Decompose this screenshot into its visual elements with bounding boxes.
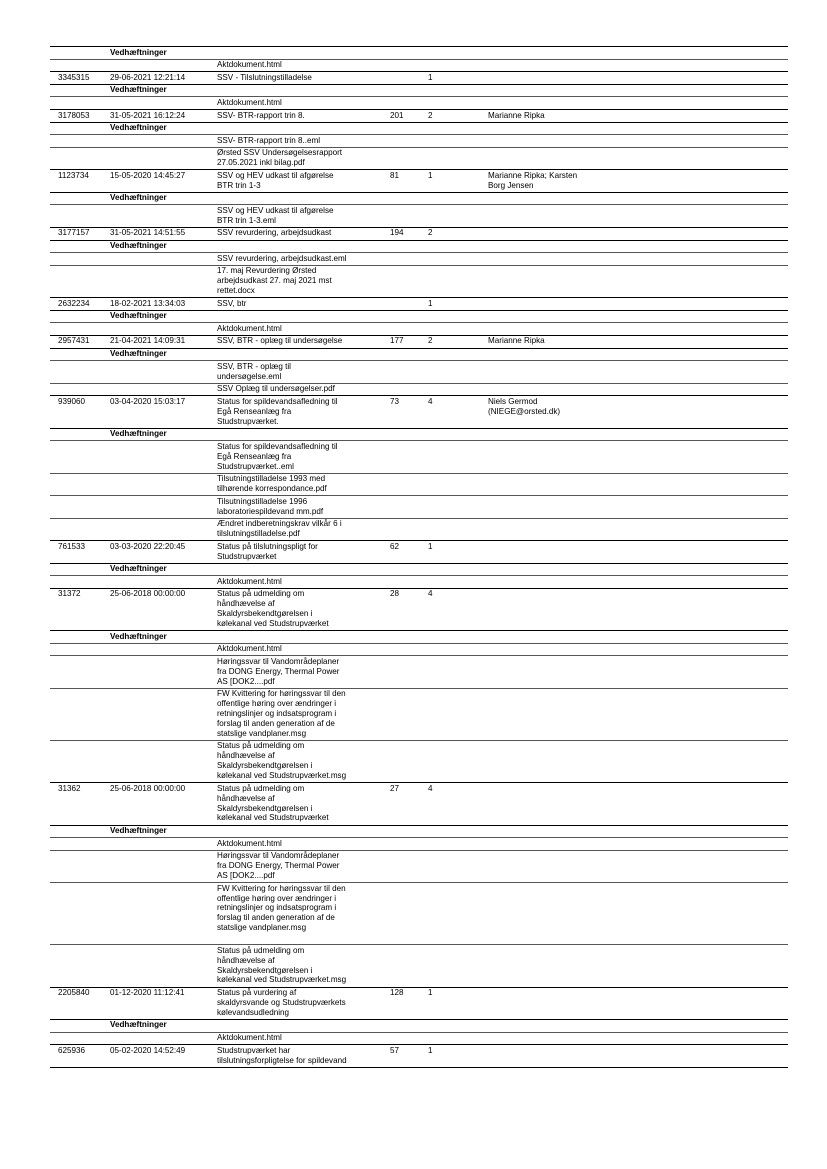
document-version: 2: [428, 336, 433, 346]
attachment-file-name: Aktdokument.html: [217, 576, 282, 586]
document-date: 03-04-2020 15:03:17: [110, 396, 186, 406]
document-title: SSV - Tilslutningstilladelse: [217, 72, 312, 82]
attachments-header: Vedhæftninger: [110, 1020, 167, 1030]
attachment-file-name: Aktdokument.html: [217, 323, 282, 333]
row-divider: [50, 688, 788, 689]
attachments-header: Vedhæftninger: [110, 241, 167, 250]
attachment-file-name: Aktdokument.html: [217, 644, 282, 654]
row-divider: [50, 575, 788, 576]
document-id: 1123734: [58, 170, 89, 180]
document-date: 25-06-2018 00:00:00: [110, 783, 186, 793]
document-pages: 28: [390, 589, 400, 599]
attachments-header: Vedhæftninger: [110, 429, 167, 439]
document-title: SSV, BTR - oplæg til undersøgelse: [217, 336, 343, 346]
document-date: 01-12-2020 11:12:41: [110, 988, 185, 997]
document-title: SSV- BTR-rapport trin 8.: [217, 110, 305, 120]
document-title: SSV revurdering, arbejdsudkast: [217, 228, 332, 238]
attachments-header: Vedhæftninger: [110, 564, 167, 574]
document-id: 31362: [58, 783, 81, 793]
document-version: 1: [428, 988, 433, 997]
attachments-header: Vedhæftninger: [110, 123, 167, 133]
document-version: 4: [428, 589, 433, 599]
row-divider: [50, 59, 788, 60]
document-title: Status på vurdering af skaldyrsvande og Studstrupværkets kølevandsudledning: [217, 988, 346, 1017]
attachment-file-name: Høringssvar til Vandområdeplaner fra DONG Energy, Thermal Power AS [DOK2....pdf: [217, 851, 340, 880]
attachments-header: Vedhæftninger: [110, 311, 167, 321]
document-title: Status for spildevandsafledning til Egå Renseanlæg fra Studstrupværket.: [217, 396, 338, 426]
document-pages: 73: [390, 396, 400, 406]
attachments-header: Vedhæftninger: [110, 631, 167, 641]
document-date: 31-05-2021 14:51:55: [110, 228, 186, 238]
attachment-file-name: Aktdokument.html: [217, 97, 282, 107]
document-date: 31-05-2021 16:12:24: [110, 110, 186, 120]
document-id: 31372: [58, 589, 81, 599]
attachment-file-name: Høringssvar til Vandområdeplaner fra DONG Energy, Thermal Power AS [DOK2....pdf: [217, 656, 340, 686]
document-pages: 57: [390, 1045, 400, 1055]
document-id: 2205840: [58, 988, 90, 997]
document-version: 1: [428, 541, 433, 551]
document-title: Status på tilslutningspligt for Studstrupværket: [217, 541, 318, 561]
document-version: 1: [428, 170, 433, 180]
document-id: 3345315: [58, 72, 90, 82]
attachment-file-name: Status på udmelding om håndhævelse af Skaldyrsbekendtgørelsen i kølekanal ved Studstrupværket.msg: [217, 945, 347, 985]
row-divider: [50, 252, 788, 253]
attachment-file-name: Aktdokument.html: [217, 838, 282, 848]
document-version: 4: [428, 783, 433, 793]
row-divider: [50, 204, 788, 205]
document-version: 2: [428, 110, 433, 120]
row-divider: [50, 837, 788, 838]
document-title: SSV, btr: [217, 298, 247, 308]
document-version: 1: [428, 1045, 433, 1055]
document-version: 1: [428, 72, 433, 82]
attachment-file-name: SSV, BTR - oplæg til undersøgelse.eml: [217, 361, 291, 381]
document-id: 625936: [58, 1045, 86, 1055]
row-divider: [50, 383, 788, 384]
document-date: 18-02-2021 13:34:03: [110, 298, 186, 308]
attachments-header: Vedhæftninger: [110, 193, 167, 203]
attachments-header: Vedhæftninger: [110, 826, 167, 835]
attachments-header: Vedhæftninger: [110, 85, 167, 95]
document-recipients: Marianne Ripka: [488, 110, 545, 120]
attachment-file-name: SSV Oplæg til undersøgelser.pdf: [217, 384, 335, 394]
document-id: 3177157: [58, 228, 90, 238]
document-pages: 201: [390, 110, 404, 120]
document-version: 2: [428, 228, 433, 238]
document-recipients: Marianne Ripka; Karsten Borg Jensen: [488, 170, 578, 190]
document-title: SSV og HEV udkast til afgørelse BTR trin 1-3: [217, 170, 334, 190]
document-recipients: Niels Germod (NIEGE@orsted.dk): [488, 396, 561, 416]
row-divider: [50, 265, 788, 266]
row-divider: [50, 643, 788, 644]
attachment-file-name: Tilsutningstilladelse 1996 laboratoriespildevand mm.pdf: [217, 496, 324, 516]
row-divider: [50, 944, 788, 945]
document-pages: 128: [390, 988, 404, 997]
document-id: 761533: [58, 541, 86, 551]
attachment-file-name: Tilsutningstilladelse 1993 med tilhørende korrespondance.pdf: [217, 474, 327, 493]
row-divider: [50, 322, 788, 323]
attachments-header: Vedhæftninger: [110, 47, 167, 57]
row-divider: [50, 850, 788, 851]
document-title: Studstrupværket har tilslutningsforpligtelse for spildevand: [217, 1045, 347, 1065]
document-pages: 81: [390, 170, 400, 180]
row-divider: [50, 440, 788, 441]
document-date: 03-03-2020 22:20:45: [110, 541, 186, 551]
document-date: 25-06-2018 00:00:00: [110, 589, 186, 599]
document-id: 2632234: [58, 298, 90, 308]
attachment-file-name: 17. maj Revurdering Ørsted arbejdsudkast 27. maj 2021 mst rettet.docx: [217, 266, 332, 295]
document-pages: 177: [390, 336, 404, 346]
row-divider: [50, 96, 788, 97]
attachment-file-name: Ørsted SSV Undersøgelsesrapport 27.05.2021 inkl bilag.pdf: [217, 148, 343, 168]
attachment-file-name: FW Kvittering for høringssvar til den offentlige høring over ændringer i retningslinjer og indsatsprogram i forslag til anden generation af de statslige vandplaner.msg: [217, 883, 346, 933]
attachment-file-name: Aktdokument.html: [217, 1033, 282, 1042]
attachment-file-name: Status for spildevandsafledning til Egå Renseanlæg fra Studstrupværket..eml: [217, 441, 338, 471]
attachment-file-name: SSV og HEV udkast til afgørelse BTR trin 1-3.eml: [217, 205, 334, 225]
document-pages: 194: [390, 228, 404, 238]
row-divider: [50, 518, 788, 519]
row-divider: [50, 1067, 788, 1068]
document-version: 1: [428, 298, 433, 308]
row-divider: [50, 495, 788, 496]
row-divider: [50, 473, 788, 474]
document-date: 29-06-2021 12:21:14: [110, 72, 186, 82]
attachment-file-name: Status på udmelding om håndhævelse af Skaldyrsbekendtgørelsen i kølekanal ved Studstrupværket.msg: [217, 741, 347, 781]
document-date: 21-04-2021 14:09:31: [110, 336, 186, 346]
document-date: 15-05-2020 14:45:27: [110, 170, 186, 180]
attachment-file-name: SSV- BTR-rapport trin 8..eml: [217, 135, 321, 145]
row-divider: [50, 147, 788, 148]
document-version: 4: [428, 396, 433, 406]
row-divider: [50, 360, 788, 361]
row-divider: [50, 655, 788, 656]
attachment-file-name: FW Kvittering for høringssvar til den offentlige høring over ændringer i retningslinjer og indsatsprogram i forslag til anden generation af de statslige vandplaner.msg: [217, 689, 346, 738]
document-title: Status på udmelding om håndhævelse af Skaldyrsbekendtgørelsen i kølekanal ved Studstrupværket: [217, 589, 329, 629]
row-divider: [50, 740, 788, 741]
document-pages: 27: [390, 783, 400, 793]
row-divider: [50, 134, 788, 135]
row-divider: [50, 882, 788, 883]
row-divider: [50, 1032, 788, 1033]
document-date: 05-02-2020 14:52:49: [110, 1045, 186, 1055]
document-recipients: Marianne Ripka: [488, 336, 545, 346]
document-id: 939060: [58, 396, 86, 406]
document-id: 2957431: [58, 336, 90, 346]
document-title: Status på udmelding om håndhævelse af Skaldyrsbekendtgørelsen i kølekanal ved Studstrupværket: [217, 783, 329, 823]
attachment-file-name: Aktdokument.html: [217, 60, 282, 70]
document-pages: 62: [390, 541, 400, 551]
document-id: 3178053: [58, 110, 90, 120]
attachment-file-name: Ændret indberetningskrav vilkår 6 i tilslutningstilladelse.pdf: [217, 519, 342, 538]
attachments-header: Vedhæftninger: [110, 349, 167, 358]
attachment-file-name: SSV revurdering, arbejdsudkast.eml: [217, 253, 347, 263]
